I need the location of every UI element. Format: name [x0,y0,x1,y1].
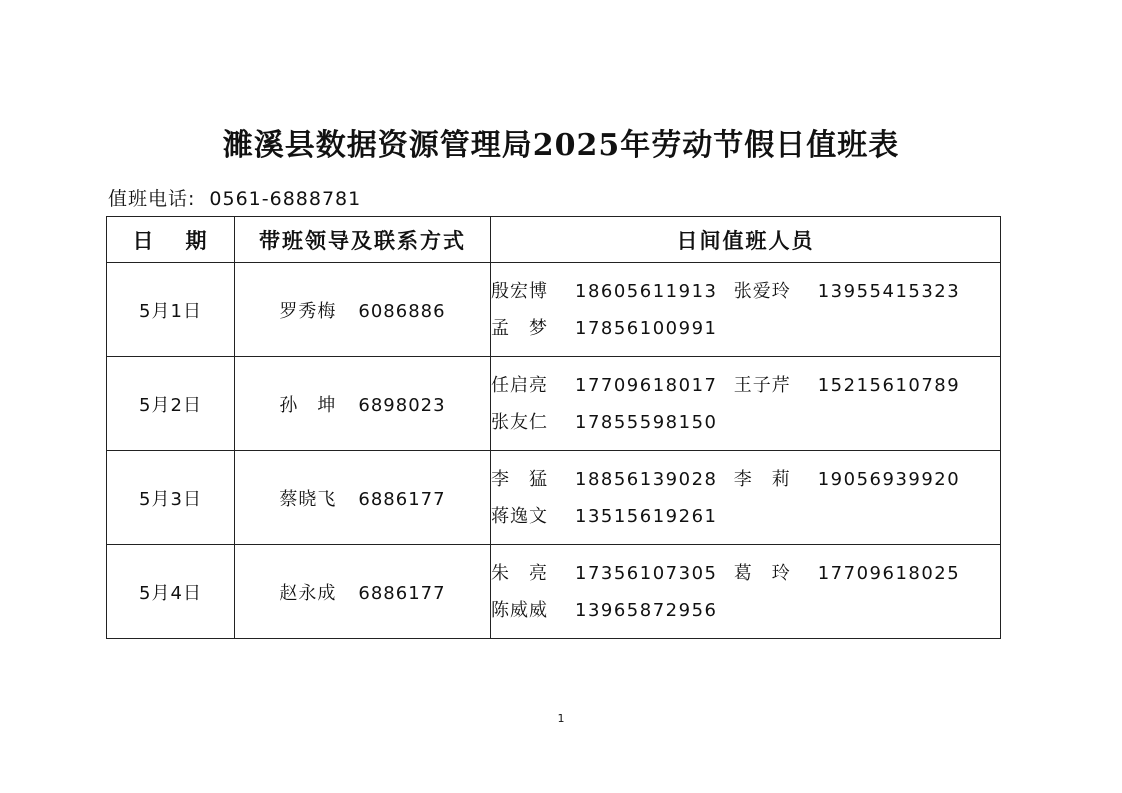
leader-name: 孙 坤 [279,394,337,416]
row-date: 5月3日 [107,451,235,545]
table-row [107,545,1001,639]
staff-phone: 13965872956 [575,599,718,621]
row-leader [235,545,491,639]
staff-name: 李 莉 [733,468,791,490]
staff-phone: 19056939920 [817,468,961,490]
duty-roster-table [106,216,1001,639]
row-leader [235,263,491,357]
row-staff [491,357,1001,451]
leader-phone: 6886177 [358,488,446,510]
staff-name: 蒋逸文 [491,505,548,527]
header-staff: 日间值班人员 [491,217,1001,263]
staff-name: 张友仁 [491,411,548,433]
staff-phone: 17855598150 [575,411,718,433]
leader-name: 蔡晓飞 [279,488,337,510]
table-row [107,263,1001,357]
leader-phone: 6886177 [358,582,446,604]
row-date: 5月2日 [107,357,235,451]
staff-name: 陈威威 [491,599,548,621]
staff-name: 王子芹 [733,374,791,396]
staff-phone: 18605611913 [575,280,718,302]
table-row [107,451,1001,545]
document-title: 濉溪县数据资源管理局2025年劳动节假日值班表 [222,128,900,163]
duty-phone-label: 值班电话: [108,188,196,210]
staff-phone: 13955415323 [817,280,961,302]
duty-phone-line [108,184,361,211]
row-leader [235,451,491,545]
row-date: 5月4日 [107,545,235,639]
row-leader [235,357,491,451]
header-date-char2: 期 [185,228,209,253]
leader-phone: 6086886 [358,300,446,322]
row-staff [491,545,1001,639]
staff-name: 孟 梦 [491,317,548,339]
row-staff [491,263,1001,357]
staff-name: 朱 亮 [491,562,548,584]
staff-phone: 13515619261 [575,505,718,527]
row-date: 5月1日 [107,263,235,357]
leader-name: 赵永成 [279,582,337,604]
leader-name: 罗秀梅 [279,300,337,322]
table-header-row [107,217,1001,263]
duty-phone-number: 0561-6888781 [209,188,362,210]
staff-phone: 17856100991 [575,317,718,339]
header-date [107,217,235,263]
staff-name: 葛 玲 [733,562,791,584]
row-staff [491,451,1001,545]
staff-phone: 17356107305 [575,562,718,584]
staff-name: 殷宏博 [491,280,548,302]
leader-phone: 6898023 [358,394,446,416]
staff-name: 张爱玲 [733,280,791,302]
header-date-char1: 日 [132,228,156,253]
staff-name: 李 猛 [491,468,548,490]
staff-phone: 18856139028 [575,468,718,490]
header-leader: 带班领导及联系方式 [235,217,491,263]
staff-phone: 17709618017 [575,374,718,396]
staff-phone: 17709618025 [817,562,961,584]
staff-name: 任启亮 [491,374,548,396]
page-number: 1 [557,712,565,725]
table-row [107,357,1001,451]
staff-phone: 15215610789 [817,374,961,396]
